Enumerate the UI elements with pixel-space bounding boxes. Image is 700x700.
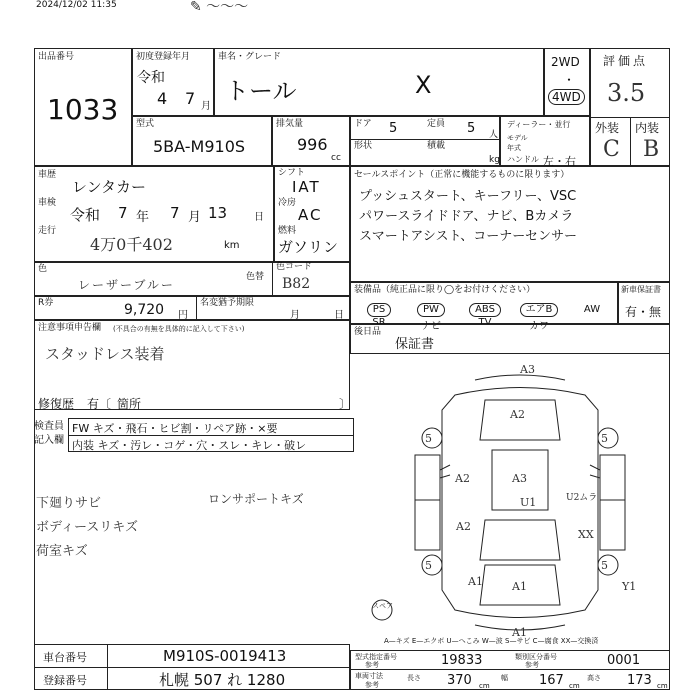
first-reg-label: 初度登録年月 [136,52,191,62]
lot-label: 出品番号 [38,52,75,62]
first-reg-month-unit: 月 [201,101,211,112]
sales-point-label: セールスポイント（正常に機能するものに限ります） [354,170,570,180]
shift-label: シフト [278,168,306,178]
mark-tire-rl: 5 [425,559,432,572]
colorcode-label: 色コード [276,262,313,272]
repair-value: 有〔 [87,397,112,411]
check-label-2: 記入欄 [34,435,64,446]
equip-leather: カワ [529,321,549,332]
inspection-year-unit: 年 [136,210,150,225]
score-value: 3.5 [607,79,646,107]
notes-label: 注意事項申告欄 [38,323,102,333]
first-reg-year: 4 [157,89,168,108]
model-label: 車名・グレード [218,52,282,62]
colorcode-value: B82 [282,276,311,292]
spec-len: 370 [447,673,472,688]
chassis-value: M910S-0019413 [163,647,287,665]
timestamp: 2024/12/02 11:35 [36,0,117,10]
repair-label: 修復歴 [38,397,75,411]
spec-box [350,650,670,690]
mark-right-front: U2ムラ [566,493,598,503]
spec-width: 167 [539,673,564,688]
plate-value: 札幌 507 れ 1280 [159,671,286,689]
displacement-label: 排気量 [276,119,304,129]
spec-type-no: 19833 [441,653,483,668]
handle-label: ハンドル [507,155,539,164]
remark-2: ボディースリキズ [36,520,139,535]
shape-label: 形状 [354,141,373,151]
mark-rear-door: A1 [512,580,527,593]
spec-ref-3: 参考 [365,681,379,689]
period-day: 日 [334,310,344,321]
equip-abs: ABS [469,303,501,317]
inspection-month-unit: 月 [188,210,202,225]
mark-rear-bumper: A1 [512,626,527,639]
color-label: 色 [38,264,48,274]
sales-point-line-1: プッシュスタート、キーフリー、VSC [359,189,577,204]
interior-grade: B [643,137,660,162]
chassis-label: 車台番号 [43,651,87,664]
type-label: 型式 [136,119,155,129]
mark-hood: A2 [510,408,525,421]
doors-label: ドア [354,119,372,129]
spec-class-no: 0001 [607,653,641,668]
mark-right-extra: Y1 [622,580,637,593]
inspection-day: 13 [208,204,228,222]
period-label: 名変猶予期限 [200,298,255,308]
repair-unit: 箇所 [117,397,142,411]
chassis-plate-box [34,644,350,690]
mark-spare: スペア [372,602,393,610]
mileage-label: 走行 [38,226,57,236]
capacity-value: 5 [467,121,476,136]
drive-2wd: 2WD [551,55,580,69]
warranty-value: 有・無 [625,305,662,319]
fuel-label: 燃料 [278,226,297,236]
equipment-label: 装備品（純正品に限り◯をお付けください） [354,285,536,295]
displacement-unit: cc [331,153,341,163]
equip-sr: SR [372,317,386,328]
recycle-label: R券 [38,298,54,308]
sales-point-line-2: パワースライドドア、ナビ、Bカメラ [359,209,574,224]
after-sale-value: 保証書 [395,337,435,352]
equip-airbag: エアB [520,303,559,317]
equip-aw: AW [583,304,601,315]
spec-ref-1: 参考 [365,661,379,669]
spec-len-label: 車両寸法 [355,672,383,680]
capacity-label: 定員 [427,119,446,129]
first-reg-month: 7 [185,89,196,108]
mark-roof-u: U1 [520,496,537,509]
remark-3: 荷室キズ [36,544,88,559]
interior-label: 内装 [635,121,660,135]
load-label: 積載 [427,141,446,151]
recycle-unit: 円 [178,310,188,321]
mark-tire-fl: 5 [425,432,432,445]
drive-4wd: 4WD [548,89,585,105]
diagram-legend: A—キズ E—エクボ U—へこみ W—波 S—サビ C—腐食 XX—交換済 [384,637,599,645]
exterior-label: 外装 [595,121,620,135]
remark-1: 下廻りサビ [36,496,102,511]
inspection-year: 7 [118,204,128,222]
header-scribble: ✎ ～～～ [190,0,249,15]
spec-len-sub: 長さ [407,674,421,682]
recycle-value: 9,720 [124,302,165,318]
period-month: 月 [290,310,300,321]
color-value: レーザーブルー [78,278,175,292]
type-value: 5BA-M910S [153,137,246,156]
drive-dot: ・ [563,73,576,87]
capacity-unit: 人 [489,130,499,140]
mark-tire-fr: 5 [601,432,608,445]
exterior-grade: C [603,137,620,162]
score-label: 評価点 [603,54,649,68]
spec-ref-2: 参考 [525,661,539,669]
model-grade: X [415,71,432,99]
equip-tv: TV [478,317,492,328]
displacement-value: 996 [297,135,328,154]
sales-point-line-3: スマートアシスト、コーナーセンサー [359,229,578,244]
history-value: レンタカー [72,178,147,196]
doors-value: 5 [389,121,398,136]
spec-width-unit: cm [569,682,580,690]
mileage-value: 4万0千402 [90,235,173,254]
inspection-month: 7 [170,204,180,222]
remark-mid: ロンサポートキズ [208,492,304,506]
shift-value: IAT [292,178,321,196]
load-unit: kg [489,155,500,165]
ac-label: 冷房 [278,198,297,208]
spec-class-label: 類別区分番号 [515,653,557,661]
plate-label: 登録番号 [43,674,87,687]
spec-len-unit: cm [479,682,490,690]
spec-width-label: 幅 [501,674,508,682]
fuel-value: ガソリン [278,238,339,256]
check-row-1: FW キズ・飛石・ヒビ割・リペア跡・×要 [72,422,278,435]
mileage-unit: km [224,240,240,251]
lot-number: 1033 [47,93,119,126]
first-reg-era: 令和 [137,70,165,86]
mark-left-rear: A2 [456,520,471,533]
equip-navi: ナビ [421,321,441,332]
check-label-1: 検査員 [34,421,64,432]
equip-pw: PW [417,303,445,317]
dealer-label: ディーラー・並行 [507,120,571,129]
notes-sub: (不具合の有無を具体的に記入して下さい) [113,325,245,333]
inspection-era: 令和 [70,206,101,224]
spec-height-unit: cm [657,682,668,690]
color-change-label: 色替 [246,272,265,282]
mark-tire-rr: 5 [601,559,608,572]
spec-height: 173 [627,673,652,688]
mark-left-front: A2 [455,472,470,485]
mark-left-rear-2: A1 [468,575,483,588]
inspection-label: 車検 [38,198,57,208]
history-label: 車歴 [38,170,57,180]
inspection-day-unit: 日 [254,212,264,223]
mark-roof: A3 [512,472,527,485]
warranty-label: 新車保証書 [621,285,661,294]
model-year-label: モデル年式 [507,134,528,152]
mark-right-rear: XX [578,528,594,541]
ac-value: AC [298,206,323,224]
mark-front-bumper: A3 [520,363,535,376]
spec-height-label: 高さ [587,674,601,682]
spec-type-label: 型式指定番号 [355,653,397,661]
check-row-2: 内装 キズ・汚レ・コゲ・穴・スレ・キレ・破レ [72,439,307,452]
model-name: トール [225,77,297,105]
equip-ps: PS [367,303,391,317]
handle-value: 左・右 [543,155,576,168]
notes-text: スタッドレス装着 [45,345,165,363]
after-sale-label: 後日品 [354,327,382,337]
repair-close: 〕 [339,397,352,411]
